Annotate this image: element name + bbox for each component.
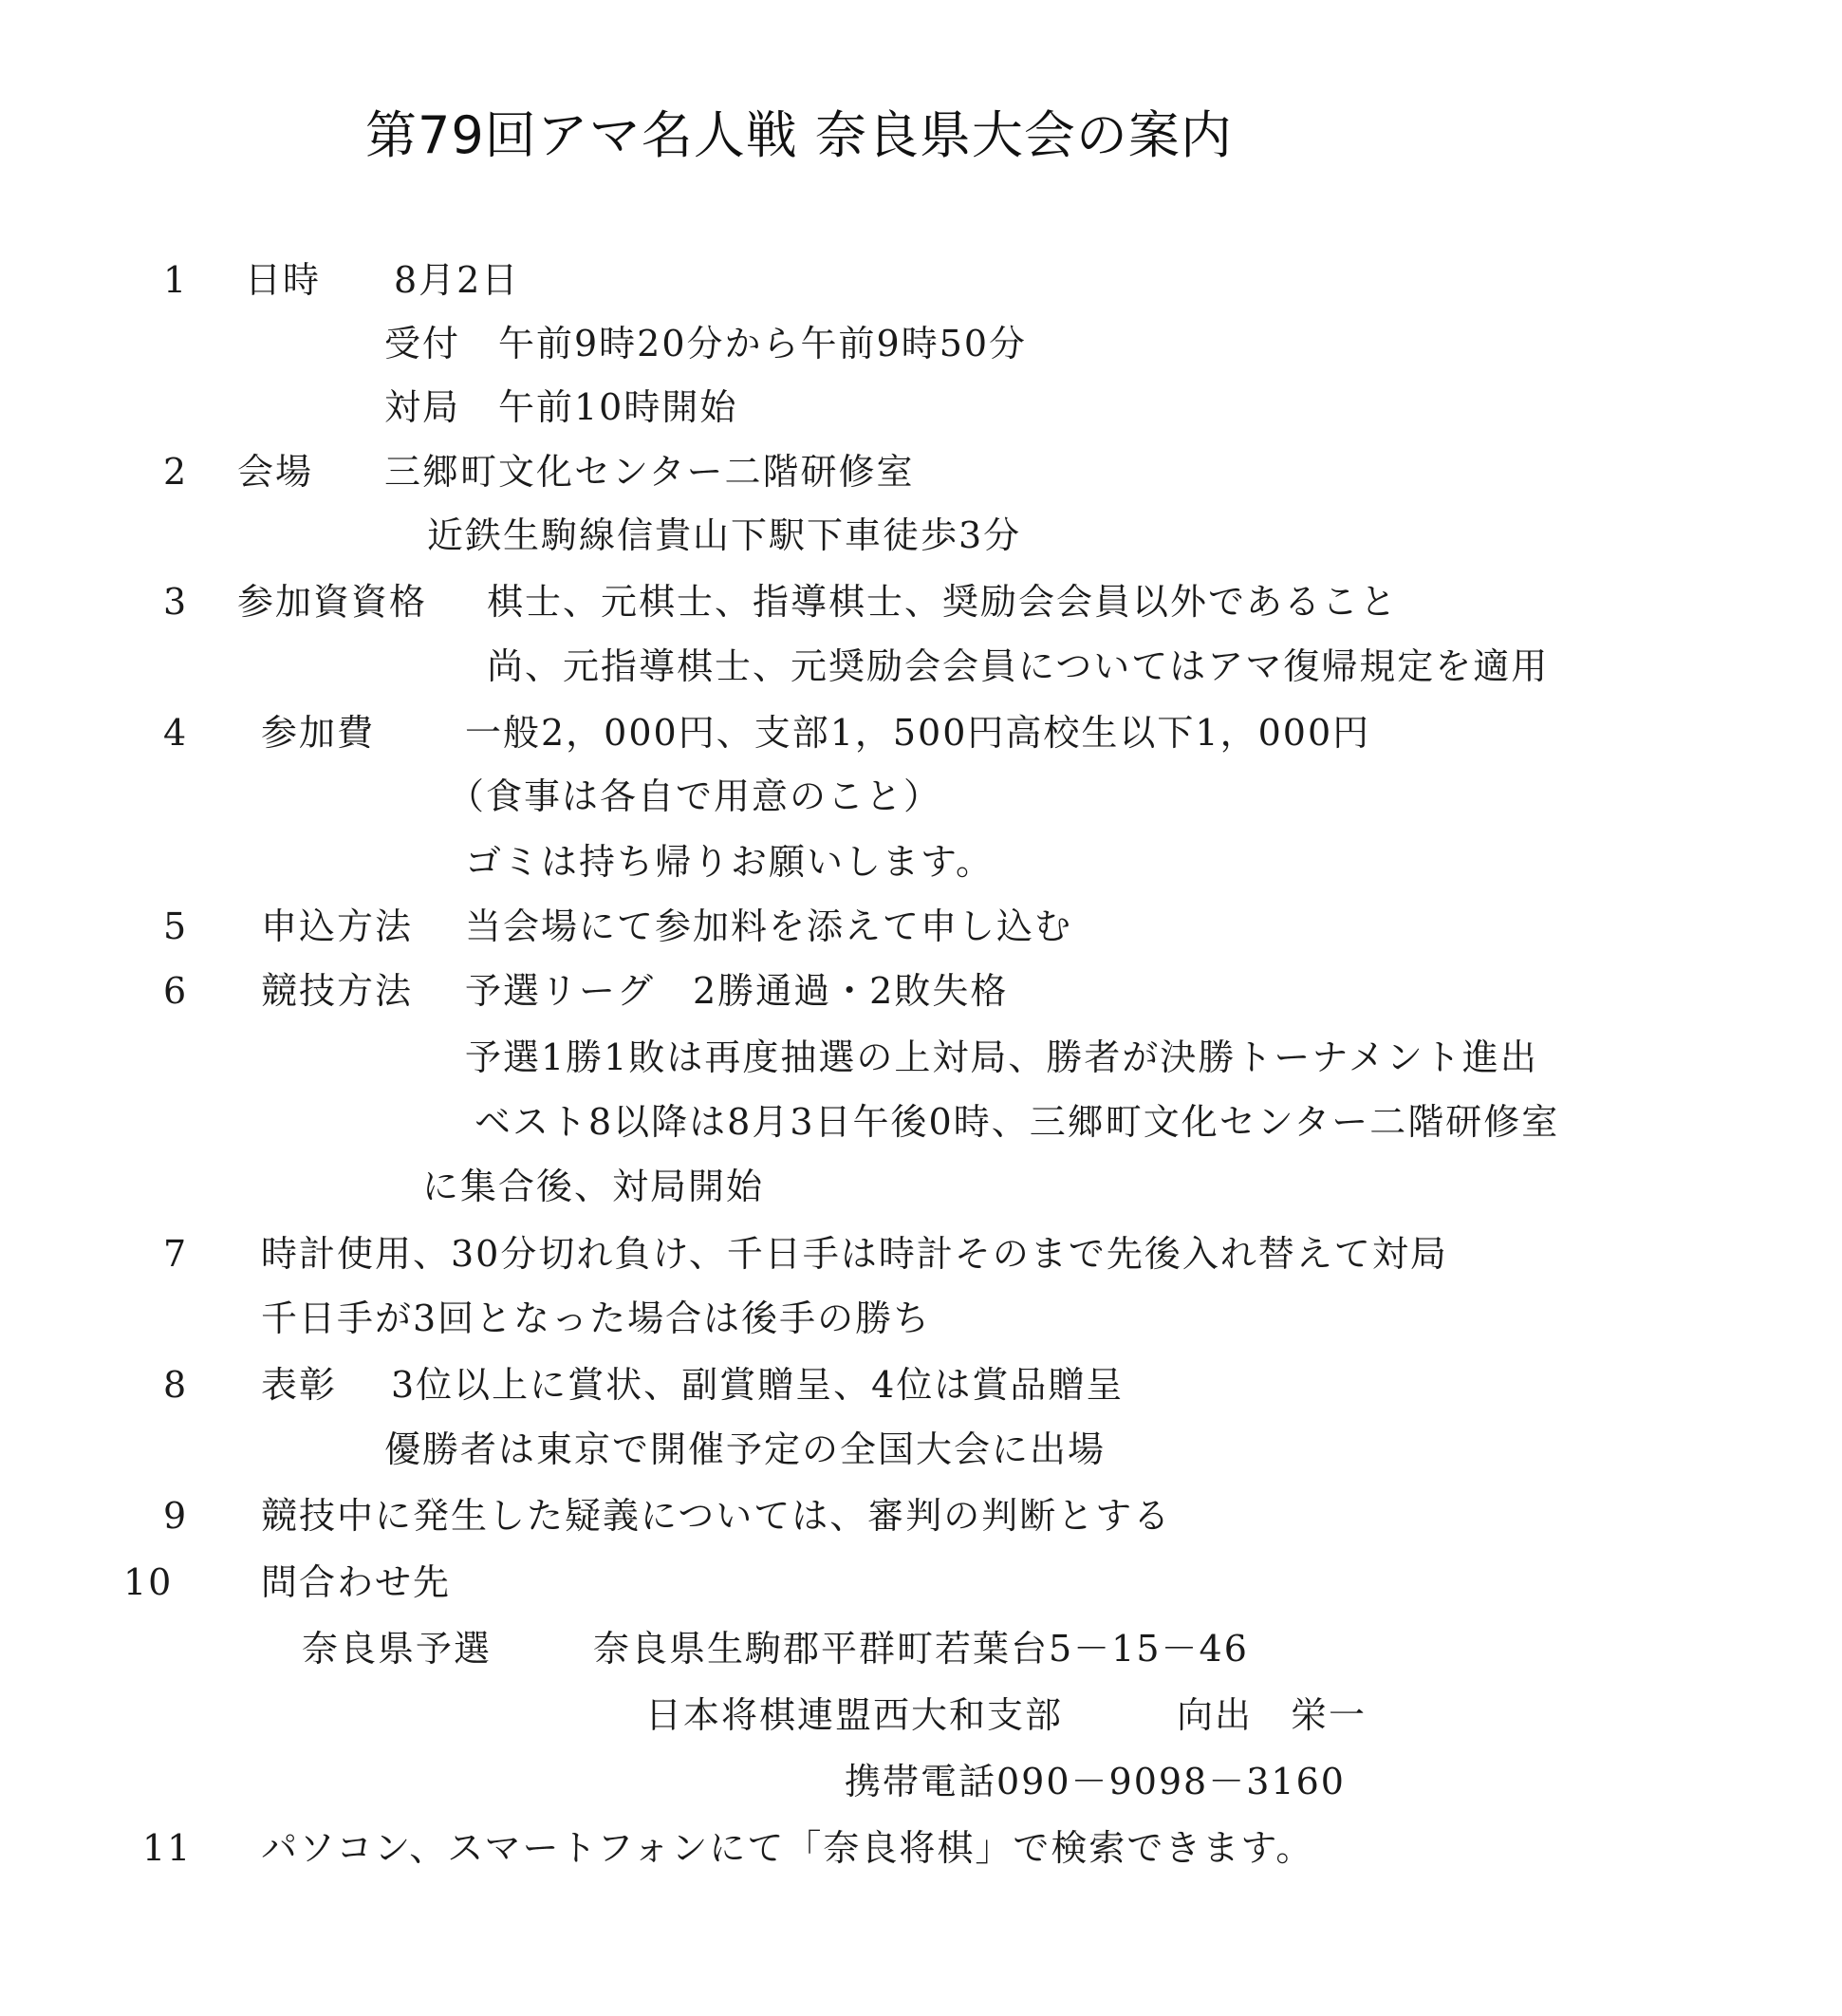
item-line: 優勝者は東京で開催予定の全国大会に出場 <box>384 1428 1107 1470</box>
item-label: 参加資資格 <box>237 581 428 623</box>
item-line: 千日手が3回となった場合は後手の勝ち <box>261 1297 932 1339</box>
item-number: 3 <box>163 581 189 623</box>
contact-person: 向出 栄一 <box>1177 1694 1368 1736</box>
item-line: 予選リーグ 2勝通過・2敗失格 <box>465 970 1009 1012</box>
item-number: 5 <box>163 905 189 947</box>
contact-phone: 携帯電話090－9098－3160 <box>845 1761 1346 1802</box>
item-line: 対局 午前10時開始 <box>384 386 738 428</box>
item-label: 申込方法 <box>261 905 414 947</box>
item-line: ゴミは持ち帰りお願いします。 <box>465 841 994 883</box>
item-line: 予選1勝1敗は再度抽選の上対局、勝者が決勝トーナメント進出 <box>465 1036 1538 1078</box>
document-title: 第79回アマ名人戦 奈良県大会の案内 <box>365 105 1233 165</box>
item-label: 問合わせ先 <box>261 1561 452 1603</box>
item-number: 6 <box>163 970 189 1012</box>
item-line: 3位以上に賞状、副賞贈呈、4位は賞品贈呈 <box>391 1364 1125 1406</box>
item-line: 当会場にて参加料を添えて申し込む <box>465 905 1073 947</box>
item-line: 8月2日 <box>394 259 520 301</box>
item-line: に集合後、対局開始 <box>422 1166 765 1207</box>
item-line: 受付 午前9時20分から午前9時50分 <box>384 323 1028 364</box>
item-label: 日時 <box>245 259 322 301</box>
item-label: 参加費 <box>261 712 376 754</box>
contact-branch: 日本将棋連盟西大和支部 <box>645 1694 1064 1736</box>
item-line: （食事は各自で用意のこと） <box>448 775 942 817</box>
item-number: 11 <box>142 1827 193 1869</box>
item-number: 8 <box>163 1364 189 1406</box>
item-line: 三郷町文化センター二階研修室 <box>384 451 915 493</box>
item-label: 競技方法 <box>261 970 414 1012</box>
contact-org-label: 奈良県予選 <box>302 1628 493 1670</box>
item-number: 9 <box>163 1495 189 1537</box>
item-line: 棋士、元棋士、指導棋士、奨励会会員以外であること <box>487 581 1399 623</box>
item-line: 競技中に発生した疑義については、審判の判断とする <box>261 1495 1172 1537</box>
item-number: 1 <box>163 259 189 301</box>
item-number: 10 <box>123 1561 174 1603</box>
item-label: 会場 <box>237 451 314 493</box>
item-line: 時計使用、30分切れ負け、千日手は時計そのまで先後入れ替えて対局 <box>261 1233 1448 1275</box>
item-number: 2 <box>163 451 189 493</box>
contact-address: 奈良県生駒郡平群町若葉台5－15－46 <box>593 1628 1249 1670</box>
item-line: 近鉄生駒線信貴山下駅下車徒歩3分 <box>427 514 1022 556</box>
item-number: 4 <box>163 712 189 754</box>
item-line: 尚、元指導棋士、元奨励会会員についてはアマ復帰規定を適用 <box>487 645 1550 687</box>
item-line: 一般2，000円、支部1，500円高校生以下1，000円 <box>465 712 1371 754</box>
item-line: パソコン、スマートフォンにて「奈良将棋」で検索できます。 <box>261 1827 1314 1869</box>
item-number: 7 <box>163 1233 189 1275</box>
item-label: 表彰 <box>261 1364 338 1406</box>
item-line: ベスト8以降は8月3日午後0時、三郷町文化センター二階研修室 <box>474 1101 1560 1143</box>
